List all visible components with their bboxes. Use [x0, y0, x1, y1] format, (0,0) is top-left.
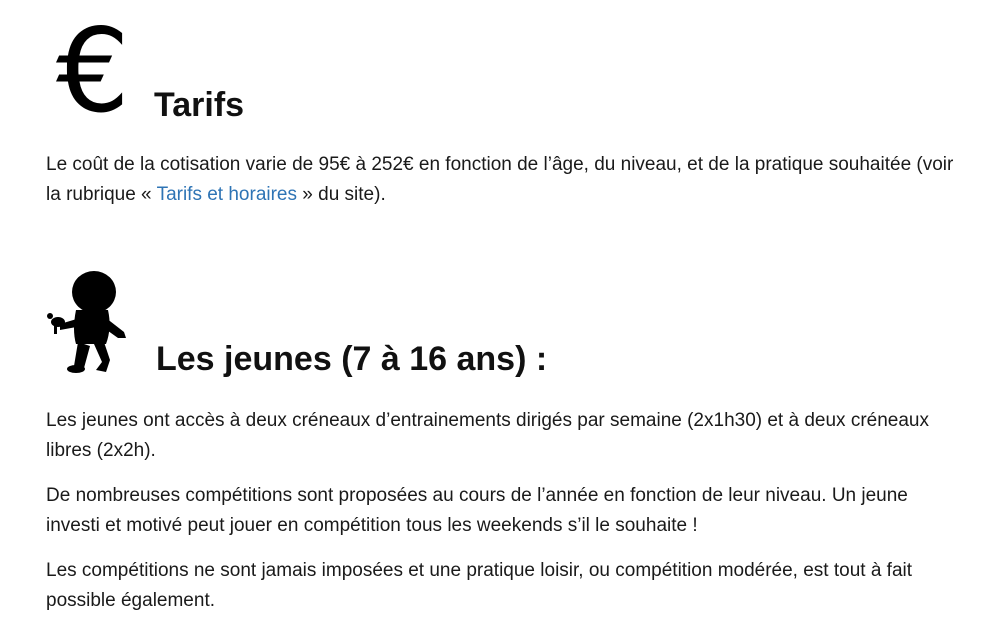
euro-icon: € [56, 4, 130, 139]
section-title-tarifs: Tarifs [154, 86, 245, 124]
tarifs-text-start: Le coût de la cotisation varie de 95€ à 252€ en fonction de l’âge, du niveau, et de la pratique souhaitée (voir la rubrique « [46, 154, 954, 205]
jeunes-paragraph-3: Les compétitions ne sont jamais imposées et une pratique loisir, ou compétition modérée, est tout à fait possible également. [46, 560, 913, 611]
tarifs-horaires-link[interactable]: Tarifs et horaires [156, 184, 298, 205]
tarifs-text-end: » du site). [297, 184, 386, 205]
section-title-jeunes: Les jeunes (7 à 16 ans) : [156, 340, 548, 378]
jeunes-paragraph-1: Les jeunes ont accès à deux créneaux d’entrainements dirigés par semaine (2x1h30) et à deux créneaux libres (2x2h). [46, 410, 929, 461]
ping-pong-player-icon [46, 270, 130, 376]
tarifs-paragraph [46, 150, 956, 210]
jeunes-paragraph-2: De nombreuses compétitions sont proposées au cours de l’année en fonction de leur niveau. Un jeune investi et motivé peut jouer en compétition tous les weekends s’il le souhaite ! [46, 485, 908, 536]
